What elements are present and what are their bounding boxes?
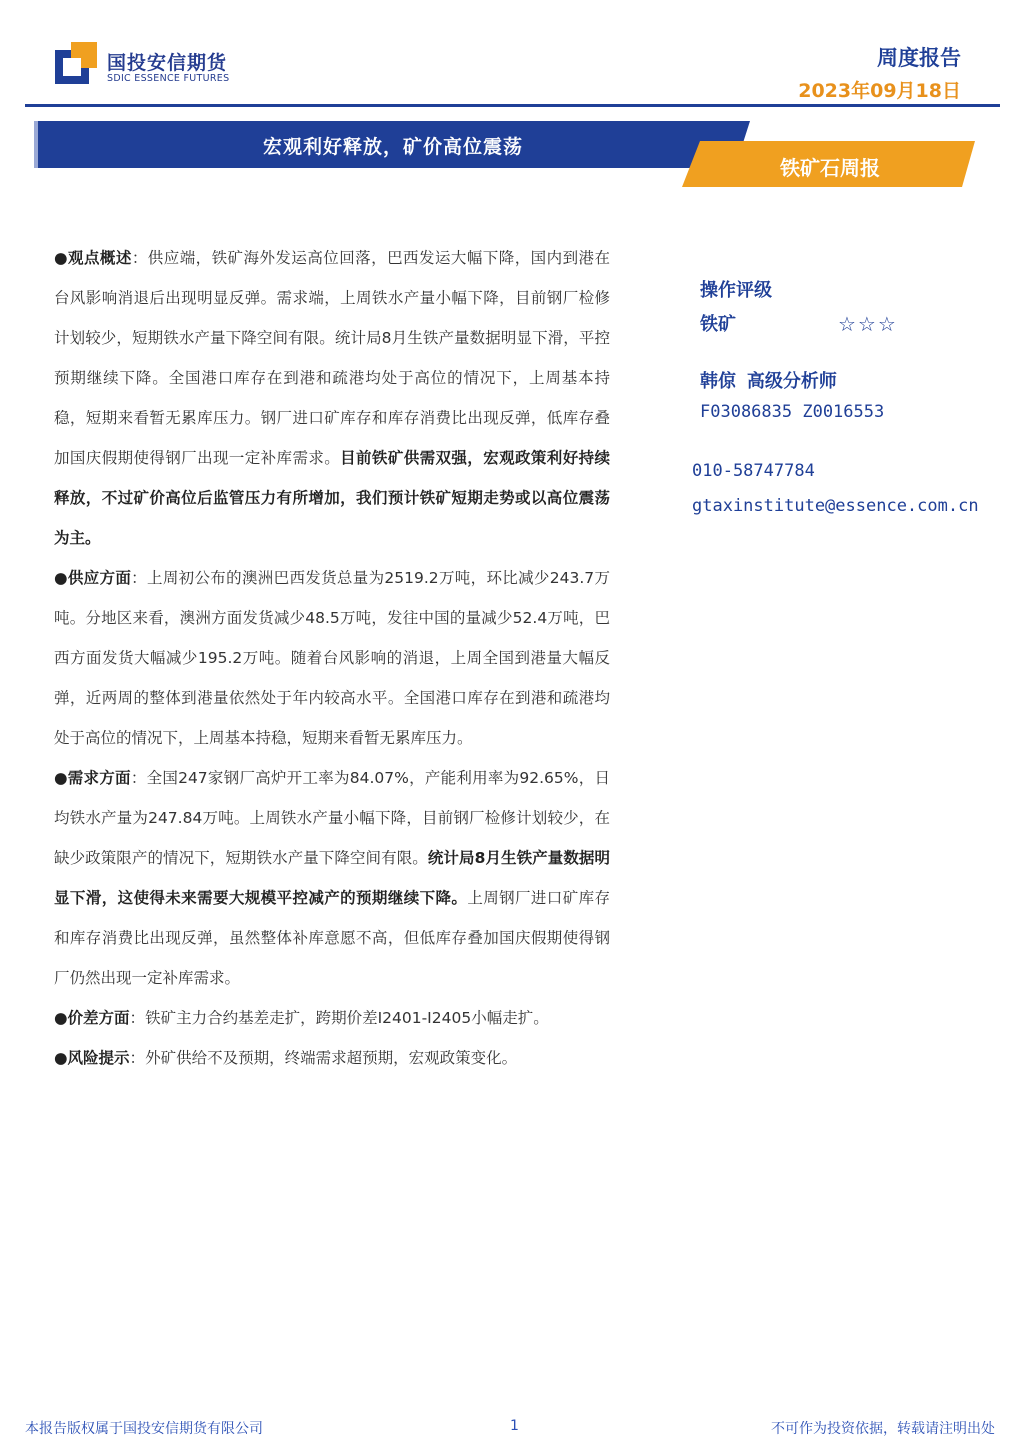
logo-mark-icon — [55, 42, 97, 84]
analyst-license: F03086835 Z0016553 — [700, 402, 885, 422]
section-colon: ： — [129, 1009, 146, 1027]
section-colon: ： — [131, 249, 148, 267]
section-text-tail: 上周钢厂进口矿库存和库存消费比出现反弹，虽然整体补库意愿不高，但低库存叠加国庆假期使得钢厂仍然出现一定补库需求。 — [54, 889, 610, 987]
section-heading: 风险提示 — [67, 1049, 130, 1067]
report-type: 周度报告 — [877, 46, 961, 70]
section-heading: 价差方面 — [67, 1009, 130, 1027]
section-text: 全国247家钢厂高炉开工率为84.07%，产能利用率为92.65%，日均铁水产量为247.84万吨。上周铁水产量小幅下降，目前钢厂检修计划较少，在缺少政策限产的情况下，短期铁水产量下降空间有限。 — [54, 769, 610, 867]
section-heading: 观点概述 — [67, 249, 132, 267]
section-colon: ： — [130, 769, 147, 787]
company-logo — [55, 42, 255, 92]
contact-email[interactable]: gtaxinstitute@essence.com.cn — [692, 496, 979, 516]
section-text: 铁矿主力合约基差走扩，跨期价差I2401-I2405小幅走扩。 — [145, 1009, 549, 1027]
section-emphasis: 目前铁矿供需双强，宏观政策利好持续释放，不过矿价高位后监管压力有所增加，我们预计铁矿短期走势或以高位震荡为主。 — [54, 449, 610, 547]
section-risk — [54, 1038, 610, 1078]
bullet-icon: ● — [54, 249, 68, 267]
section-spread — [54, 998, 610, 1038]
section-colon: ： — [129, 1049, 146, 1067]
section-text: 上周初公布的澳洲巴西发货总量为2519.2万吨，环比减少243.7万吨。分地区来看，澳洲方面发货减少48.5万吨，发往中国的量减少52.4万吨，巴西方面发货大幅减少195.2万吨。随着台风影响的消退，上周全国到港量大幅反弹，近两周的整体到港量依然处于年内较高水平。全国港口库存在到港和疏港均处于高位的情况下，上周基本持稳，短期来看暂无累库压力。 — [54, 569, 610, 747]
section-heading: 需求方面 — [67, 769, 131, 787]
logo-chinese-name: 国投安信期货 — [107, 52, 228, 74]
header-divider — [25, 104, 1000, 107]
bullet-icon: ● — [54, 569, 68, 587]
report-body — [54, 238, 610, 1078]
logo-english-name: SDIC ESSENCE FUTURES — [107, 73, 230, 84]
section-emphasis: 统计局8月生铁产量数据明显下滑，这使得未来需要大规模平控减产的预期继续下降。 — [54, 849, 610, 907]
bullet-icon: ● — [54, 1049, 68, 1067]
rating-stars-icon: ☆☆☆ — [838, 312, 898, 336]
section-demand — [54, 758, 610, 998]
section-text: 供应端，铁矿海外发运高位回落，巴西发运大幅下降，国内到港在台风影响消退后出现明显反弹。需求端，上周铁水产量小幅下降，目前钢厂检修计划较少，短期铁水产量下降空间有限。统计局8月生铁产量数据明显下滑，平控预期继续下降。全国港口库存在到港和疏港均处于高位的情况下，上周基本持稳，短期来看暂无累库压力。钢厂进口矿库存和库存消费比出现反弹，低库存叠加国庆假期使得钢厂出现一定补库需求。 — [54, 249, 610, 467]
footer-copyright: 本报告版权属于国投安信期货有限公司 — [25, 1421, 263, 1437]
rating-item: 铁矿 — [700, 314, 736, 335]
report-date: 2023年09月18日 — [798, 80, 961, 102]
section-supply — [54, 558, 610, 758]
report-headline: 宏观利好释放，矿价高位震荡 — [262, 136, 523, 158]
section-overview — [54, 238, 610, 558]
analyst-name: 韩倞 高级分析师 — [700, 371, 837, 392]
bullet-icon: ● — [54, 1009, 68, 1027]
rating-title: 操作评级 — [700, 280, 772, 301]
report-category-tag: 铁矿石周报 — [780, 156, 880, 180]
section-colon: ： — [131, 569, 147, 587]
footer-disclaimer: 不可作为投资依据，转载请注明出处 — [771, 1421, 995, 1437]
contact-phone: 010-58747784 — [692, 461, 815, 481]
bullet-icon: ● — [54, 769, 68, 787]
section-heading: 供应方面 — [67, 569, 132, 587]
section-text: 外矿供给不及预期，终端需求超预期，宏观政策变化。 — [145, 1049, 518, 1067]
page-number: 1 — [510, 1418, 519, 1434]
